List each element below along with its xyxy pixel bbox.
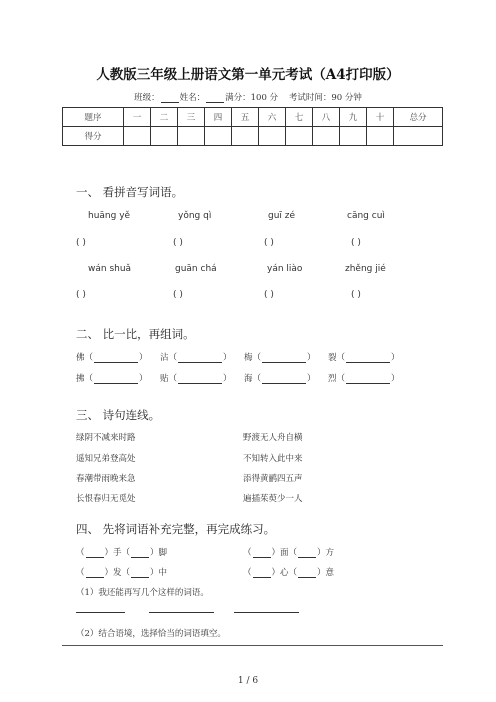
bracket-open: （ (243, 568, 252, 578)
char-open: 烈（ (328, 374, 346, 384)
pinyin-item: wán shuǎ (88, 264, 132, 274)
page-divider (62, 645, 443, 646)
question-2: （2）结合语境，选择恰当的词语填空。 (76, 629, 226, 639)
answer-blank[interactable] (253, 548, 271, 558)
answer-blank[interactable] (262, 353, 306, 363)
table-cell: 总分 (394, 108, 443, 127)
score-table (62, 107, 443, 146)
answer-blank[interactable] (94, 353, 138, 363)
question-1: （1）我还能再写几个这样的词语。 (76, 588, 209, 598)
answer-line[interactable] (149, 612, 214, 613)
pinyin-item: guān chá (175, 264, 217, 274)
answer-brackets[interactable]: ( ) (76, 238, 86, 248)
page-number: 1 / 6 (237, 676, 259, 686)
class-label: 班级： (134, 93, 160, 103)
idiom-fill (76, 546, 167, 558)
idiom-fill (76, 566, 167, 578)
char-open: 贴（ (160, 374, 178, 384)
class-blank[interactable] (161, 93, 179, 103)
char-close: ） (139, 374, 148, 384)
score-input-cell[interactable] (205, 127, 232, 146)
answer-line[interactable] (234, 612, 299, 613)
compare-item (160, 351, 232, 363)
score-input-cell[interactable] (394, 127, 443, 146)
poem-line-right[interactable]: 不知转入此中来 (243, 454, 303, 464)
table-cell: 四 (205, 108, 232, 127)
pinyin-item: yǒng qì (178, 211, 212, 221)
section1-heading: 一、 看拼音写词语。 (76, 185, 184, 199)
compare-item (244, 372, 316, 384)
score-input-cell[interactable] (124, 127, 151, 146)
compare-item (328, 351, 400, 363)
poem-line-right[interactable]: 野渡无人舟自横 (243, 433, 303, 443)
char-close: ） (307, 374, 316, 384)
full-score: 满分：100 分 (225, 93, 279, 103)
score-table-header-row (63, 108, 443, 127)
score-input-cell[interactable] (313, 127, 340, 146)
char-open: 拂（ (76, 374, 94, 384)
table-cell: 一 (124, 108, 151, 127)
pinyin-item: cāng cuì (347, 211, 385, 221)
pinyin-item: yán liào (267, 264, 303, 274)
exam-title: 人教版三年级上册语文第一单元考试（A4打印版） (96, 67, 400, 83)
table-cell: 九 (340, 108, 367, 127)
compare-item (244, 351, 316, 363)
score-input-cell[interactable] (151, 127, 178, 146)
idiom-char: ）面（ (271, 548, 298, 558)
bracket-open: （ (76, 568, 85, 578)
poem-line-left[interactable]: 长恨春归无觅处 (76, 494, 136, 504)
table-cell: 题序 (63, 108, 124, 127)
section4-heading: 四、 先将词语补充完整，再完成练习。 (76, 522, 276, 536)
char-close: ） (307, 353, 316, 363)
idiom-char: ）发（ (104, 568, 131, 578)
answer-blank[interactable] (253, 568, 271, 578)
idiom-char: ）中 (150, 568, 168, 578)
answer-blank[interactable] (262, 374, 306, 384)
answer-blank[interactable] (178, 374, 222, 384)
table-cell: 七 (286, 108, 313, 127)
score-input-cell[interactable] (286, 127, 313, 146)
answer-blank[interactable] (86, 548, 104, 558)
bracket-open: （ (243, 548, 252, 558)
char-open: 海（ (244, 374, 262, 384)
score-input-cell[interactable] (259, 127, 286, 146)
idiom-char: ）手（ (104, 548, 131, 558)
compare-item (160, 372, 232, 384)
answer-blank[interactable] (94, 374, 138, 384)
char-open: 佛（ (76, 353, 94, 363)
char-close: ） (223, 374, 232, 384)
name-label: 姓名： (179, 93, 206, 103)
answer-brackets[interactable]: ( ) (173, 238, 183, 248)
poem-line-right[interactable]: 遍插茱萸少一人 (243, 494, 303, 504)
answer-blank[interactable] (298, 568, 316, 578)
score-input-cell[interactable] (178, 127, 205, 146)
char-open: 梅（ (244, 353, 262, 363)
table-cell: 得分 (63, 127, 124, 146)
poem-line-left[interactable]: 遥知兄弟登高处 (76, 454, 136, 464)
answer-brackets[interactable]: ( ) (173, 290, 183, 300)
idiom-char: ）方 (317, 548, 335, 558)
score-input-cell[interactable] (340, 127, 367, 146)
answer-blank[interactable] (298, 548, 316, 558)
answer-blank[interactable] (178, 353, 222, 363)
answer-brackets[interactable]: ( ) (264, 290, 274, 300)
char-open: 沾（ (160, 353, 178, 363)
compare-row-2 (76, 372, 148, 384)
answer-brackets[interactable]: ( ) (351, 290, 361, 300)
char-open: 裂（ (328, 353, 346, 363)
idiom-char: ）心（ (271, 568, 298, 578)
section2-heading: 二、 比一比，再组词。 (76, 327, 195, 341)
idiom-fill (243, 566, 334, 578)
answer-blank[interactable] (131, 568, 149, 578)
poem-line-left[interactable]: 春潮带雨晚来急 (76, 474, 136, 484)
pinyin-item: guī zé (268, 211, 296, 221)
score-table-score-row (63, 127, 443, 146)
pinyin-item: huāng yě (88, 211, 131, 221)
table-cell: 六 (259, 108, 286, 127)
table-cell: 三 (178, 108, 205, 127)
idiom-fill (243, 546, 334, 558)
score-input-cell[interactable] (232, 127, 259, 146)
answer-brackets[interactable]: ( ) (351, 238, 361, 248)
idiom-char: ）脚 (150, 548, 168, 558)
table-cell: 八 (313, 108, 340, 127)
char-close: ） (391, 374, 400, 384)
poem-line-left[interactable]: 绿阴不减来时路 (76, 433, 136, 443)
answer-blank[interactable] (86, 568, 104, 578)
table-cell: 二 (151, 108, 178, 127)
answer-blank[interactable] (346, 353, 390, 363)
table-cell: 十 (367, 108, 394, 127)
answer-brackets[interactable]: ( ) (264, 238, 274, 248)
answer-brackets[interactable]: ( ) (76, 290, 86, 300)
char-close: ） (139, 353, 148, 363)
answer-blank[interactable] (131, 548, 149, 558)
answer-line[interactable] (76, 612, 125, 613)
pinyin-item: zhěng jié (345, 264, 386, 274)
idiom-char: ）意 (317, 568, 335, 578)
compare-row-1 (76, 351, 148, 363)
bracket-open: （ (76, 548, 85, 558)
exam-info-line (0, 91, 496, 103)
char-close: ） (223, 353, 232, 363)
answer-blank[interactable] (346, 374, 390, 384)
name-blank[interactable] (206, 93, 224, 103)
score-input-cell[interactable] (367, 127, 394, 146)
char-close: ） (391, 353, 400, 363)
section3-heading: 三、 诗句连线。 (76, 408, 161, 422)
exam-time: 考试时间：90 分钟 (288, 93, 362, 103)
table-cell: 五 (232, 108, 259, 127)
compare-item (328, 372, 400, 384)
poem-line-right[interactable]: 添得黄鹂四五声 (243, 474, 303, 484)
